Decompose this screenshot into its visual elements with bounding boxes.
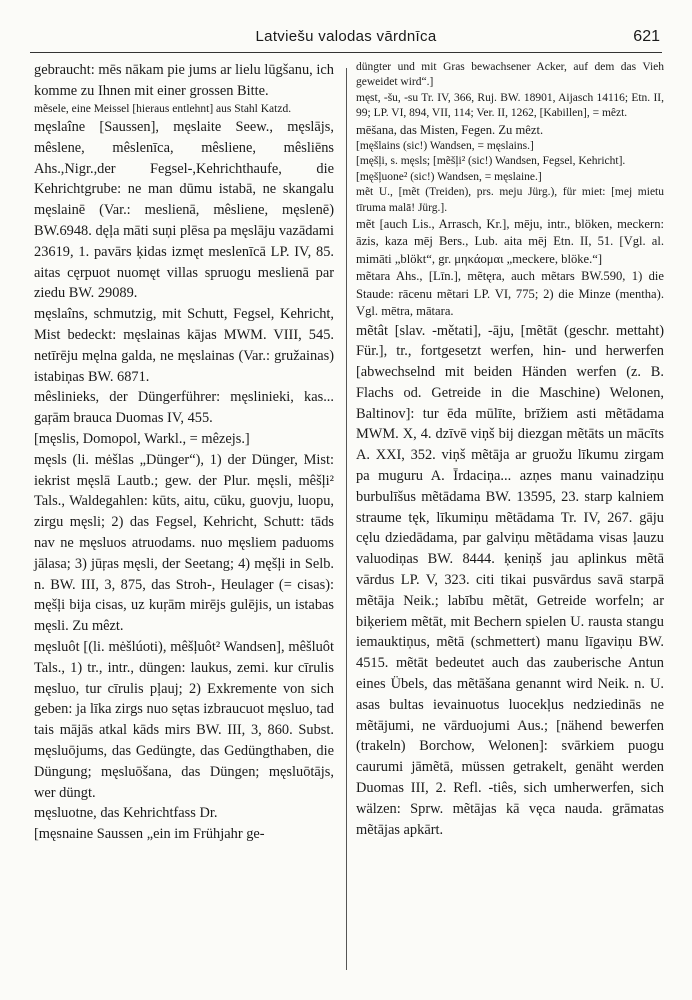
dictionary-entry: [męsnaine Saussen „ein im Frühjahr ge-: [34, 826, 265, 843]
dictionary-entry: mẽsele, eine Meissel [hieraus entlehnt] aus Stahl Katzd.: [34, 102, 292, 115]
dictionary-entry: męslaîne [Saussen], męslaite Seew., męslājs, mêslene, mêslenīca, mêsliene, mêsliēns Ahs.,Nigr.,der Fegsel-,Kehrichthaufe, die Kehrichtgrube: ne man dūmu istabā, ne skangalu męslainē (Var.: meslienā, mêsliene, męslenē) BW.6948. dęļa māti suņi plēsa pa męslāju vazādami 23619, 1. pavārs ķidas izmęt meslenīcā LP. IV, 85. aitas cęrpuot nuomęt villas spruogu meslienā par ziedu BW. 29089.: [34, 119, 334, 302]
dictionary-entry: męsls (li. mėšlas „Dünger“), 1) der Dünger, Mist: iekrist męslā Lautb.; gew. der Plur. męsli, mêšļi² Tals., Waldegahlen: kūts, aitu, cūku, guovju, luopu, zirgu męsli; 2) das Fegsel, Kehricht, Schutt: tāds nav ne męsluos atruodams. nuo męsliem paduoms jālasa; 3) jūŗas męsli, der Seetang; 4) męšļi in Selb. n. BW. III, 3, 875, das Stroh-, Heulager (= cisas): męšļi bija cisas, uz kuŗām mirējs gulējis, un istabas męsli. Zu mêzt.: [34, 451, 334, 635]
dictionary-entry: [męslis, Domopol, Warkl., = mêzejs.]: [34, 430, 250, 447]
dictionary-entry: [męšlains (sic!) Wandsen, = męslains.]: [356, 140, 534, 153]
dictionary-entry: gebraucht: mēs nākam pie jums ar lielu lūgšanu, ich komme zu Ihnen mit einer grossen Bitte.: [34, 62, 334, 99]
page-header: [30, 28, 662, 50]
dictionary-entry: mẽtara Ahs., [Līn.], mẽtęra, auch mẽtars BW.590, 1) die Staude: rācenu mẽtari LP. VI, 775; 2) die Minze (mentha). Vgl. mētra, mātara.: [356, 269, 664, 319]
dictionary-entry: mẽt [auch Lis., Arrasch, Kr.], mēju, intr., blöken, meckern: āzis, kaza mēj Bers., Lub. aita mēj Etn. II, 51. [Vgl. al. mimāti „blökt“, gr. μηκάομαι „meckere, blöke.“]: [356, 217, 664, 266]
dictionary-entry: mēšana, das Misten, Fegen. Zu mêzt.: [356, 122, 544, 137]
left-column: [34, 60, 334, 845]
header-rule: [30, 52, 662, 53]
dictionary-entry: męslaîns, schmutzig, mit Schutt, Fegsel, Kehricht, Mist bedeckt: męslainas kājas MWM. VIII, 545. netīrēju męlna galda, ne męslainas (Var.: gružainas) istabiņas BW. 6871.: [34, 306, 334, 385]
dictionary-entry: męst, -šu, -su Tr. IV, 366, Ruj. BW. 18901, Aijasch 14116; Etn. II, 99; LP. VI, 894, VII, 114; Ver. II, 1262, [Kabillen], = mêzt.: [356, 91, 664, 120]
dictionary-entry: düngter und mit Gras bewachsener Acker, auf dem das Vieh geweidet wird“.]: [356, 61, 664, 89]
dictionary-entry: mêslinieks, der Düngerführer: męslinieki, kas... gaŗām brauca Duomas IV, 455.: [34, 389, 334, 427]
dictionary-entry: męsluôt [(li. mėšlúoti), mêšļuôt² Wandsen], mêšluôt Tals., 1) tr., intr., düngen: laukus, zemi. kur cīrulis męsluo, tur cīrulis pļauj; 2) Exkremente von sich geben: ja līka zirgs nuo sętas izbraucuot męsluo, tad tais mājās atkal kāds mirs BW. III, 3, 860. Subst. męsluōjums, das Gedüngte, das Gedüngthaben, die Düngung; męsluōšana, das Düngen; męsluōtājs, wer düngt.: [34, 638, 334, 801]
page-number: 621: [633, 28, 660, 45]
right-column: [356, 60, 664, 840]
dictionary-entry: [męšļi, s. męsls; [mẽšļi² (sic!) Wandsen, Fegsel, Kehricht].: [356, 155, 626, 168]
dictionary-entry: mẽt U., [mẽt (Treiden), prs. meju Jürg.), für miet: [mej mietu tīruma malā! Jürg.].: [356, 186, 664, 214]
dictionary-entry: [męšļuone² (sic!) Wandsen, = męslaine.]: [356, 170, 542, 183]
column-divider: [346, 68, 347, 970]
dictionary-entry: męsluotne, das Kehrichtfass Dr.: [34, 805, 218, 822]
dictionary-entry: mẽtât [slav. -mětati], -āju, [mẽtāt (geschr. mettaht) Für.], tr., fortgesetzt werfen, hin- und herwerfen [abwechselnd mit beiden Händen werfen (z. B. Flachs od. Getreide in die Maschine) Welonen, Baltinov]: tur ēda mūlīte, brīžiem asti mẽtādama MWM. X, 4. dzīvē viņš bij diezgan mẽtāts un mācīts A. XXI, 352. viņš mẽtāja ar gruožu līkumu zirgam pa muguru A. Īrdaciņa... azņes manu vainadziņu burbulīšus mẽtādama BW. 13595, 23. starp kalniem straume tęk, līkumiņu mẽtādama Tr. IV, 267. gāju cęlu dziedādama, par galviņu mẽtādama visas ļauzu valuodiņas BW. 8444. ķeniņš jau aplinkus mẽtā vārdus LP. V, 323. citi tikai pusvārdus savā starpā mẽtāja Neik.; labību mẽtāt, Getreide worfeln; ar biķeriem mẽtāt, mit Bechern spielen U. rausta stangu iemauktiņus, mẽtā (schmettert) manu līgaviņu BW. 4515. mẽtāt bedeutet auch das zauberische Antun eines Übels, das mẽtāšana genannt wird Neik. n. U. asas bultas ievainuotus luocekļus nedziedinās ne mẽtājumi, ne vārduojumi Aus.; [nähend bewerfen (trakeln) Borchow, Welonen]: svārkiem puogu caurumi jāmẽtā, müssen getrakelt, genäht werden Duomas III, 2. Refl. -tiês, sich umherwerfen, sich wälzen: Sprw. mẽtājas kā vęca nauda. grāmatas mẽtājas apkārt.: [356, 322, 664, 838]
running-title: Latviešu valodas vārdnīca: [255, 28, 437, 45]
